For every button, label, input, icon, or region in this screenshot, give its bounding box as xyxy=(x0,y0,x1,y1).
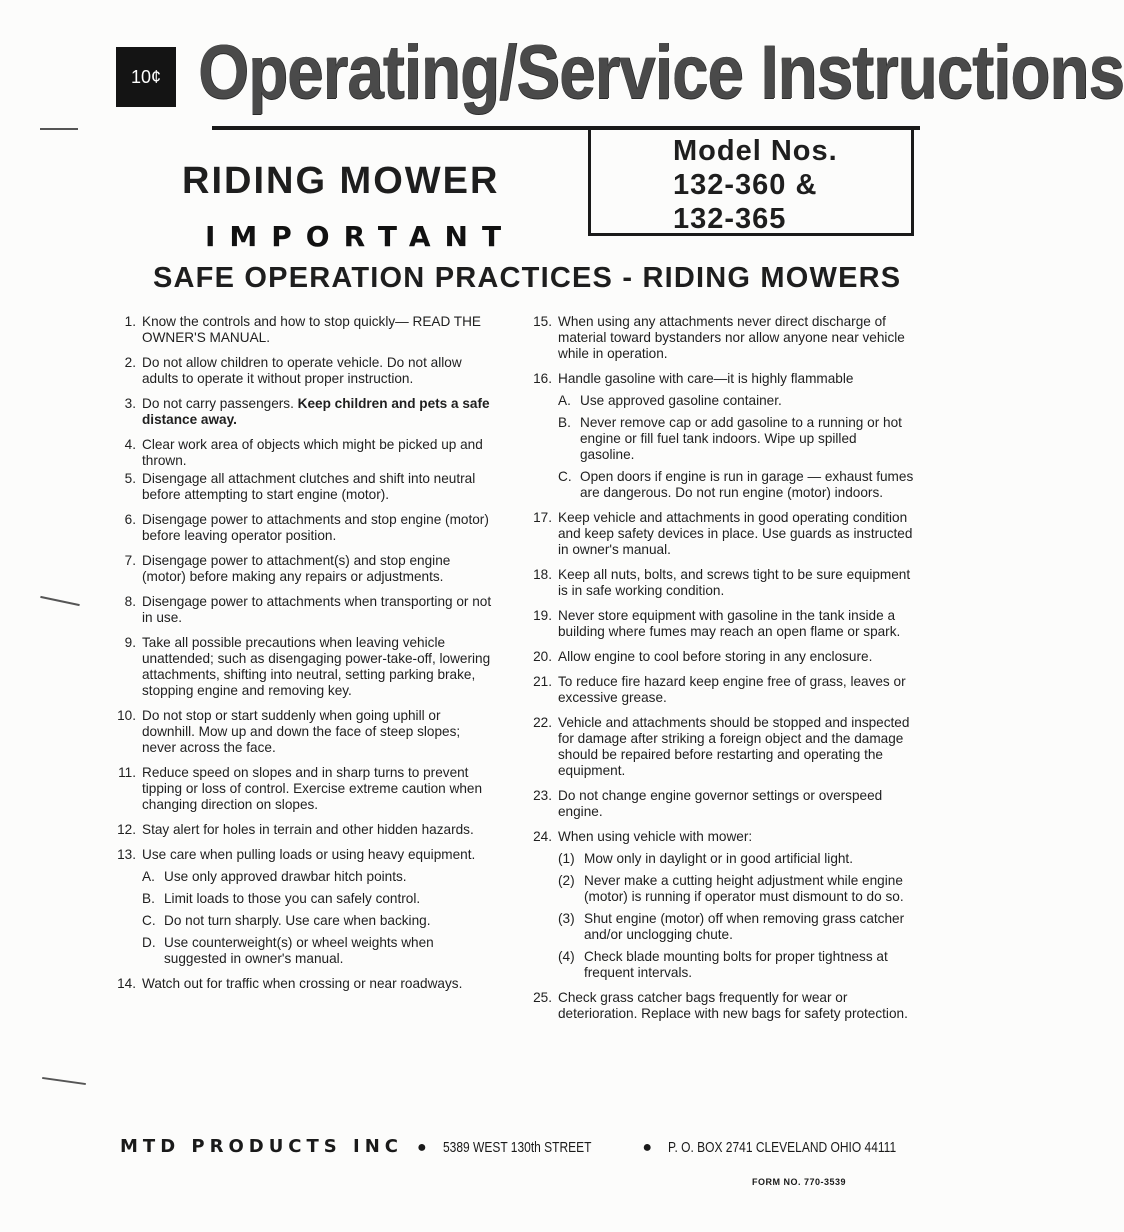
item-text: Stay alert for holes in terrain and other hidden hazards. xyxy=(142,822,474,837)
po-box-address: P. O. BOX 2741 CLEVELAND OHIO 44111 xyxy=(668,1139,897,1156)
sub-text: Check blade mounting bolts for proper tightness at frequent intervals. xyxy=(584,949,888,980)
item-number: 16. xyxy=(533,371,552,386)
list-item xyxy=(112,471,496,503)
item-text: Never store equipment with gasoline in the tank inside a building where fumes may reach an open flame or spark. xyxy=(558,608,901,639)
form-number: FORM NO. 770-3539 xyxy=(752,1177,847,1187)
list-item xyxy=(528,649,914,665)
list-item xyxy=(528,314,914,362)
item-number: 18. xyxy=(533,567,552,582)
item-number: 9. xyxy=(124,635,136,650)
item-text: Use care when pulling loads or using heavy equipment. xyxy=(142,847,476,862)
list-item xyxy=(528,608,914,640)
document-title: RIDING MOWER xyxy=(182,160,500,202)
item-number: 20. xyxy=(533,649,552,664)
item-text: Do not stop or start suddenly when going uphill or downhill. Mow up and down the face of steep slopes; never across the face. xyxy=(142,708,461,755)
important-heading: IMPORTANT xyxy=(205,220,516,253)
list-item xyxy=(528,371,914,501)
item-text: Keep all nuts, bolts, and screws tight to be sure equipment is in safe working condition. xyxy=(558,567,911,598)
list-item xyxy=(528,715,914,779)
item-number: 13. xyxy=(117,847,136,862)
right-column xyxy=(528,314,914,1031)
sub-text: Shut engine (motor) off when removing grass catcher and/or unclogging chute. xyxy=(584,911,905,942)
item-number: 6. xyxy=(124,512,136,527)
sub-letter: D. xyxy=(142,935,156,950)
item-number: 15. xyxy=(533,314,552,329)
item-number: 24. xyxy=(533,829,552,844)
item-text: Allow engine to cool before storing in any enclosure. xyxy=(558,649,873,664)
model-number-1: 132-360 & xyxy=(673,169,818,201)
item-number: 5. xyxy=(124,471,136,486)
item-number: 1. xyxy=(124,314,136,329)
sub-text: Use only approved drawbar hitch points. xyxy=(164,869,407,884)
sub-letter: (2) xyxy=(558,873,575,888)
scan-mark xyxy=(40,596,80,606)
sub-item xyxy=(142,891,496,907)
sub-letter: C. xyxy=(142,913,156,928)
sub-text: Limit loads to those you can safely control. xyxy=(164,891,421,906)
item-text: Disengage power to attachment(s) and stop engine (motor) before making any repairs or adjustments. xyxy=(142,553,451,584)
item-number: 19. xyxy=(533,608,552,623)
sub-item xyxy=(558,415,914,463)
item-text: To reduce fire hazard keep engine free of grass, leaves or excessive grease. xyxy=(558,674,906,705)
list-item xyxy=(528,510,914,558)
list-item xyxy=(528,567,914,599)
scan-mark xyxy=(42,1077,86,1085)
sub-letter: (1) xyxy=(558,851,575,866)
sub-text: Never make a cutting height adjustment while engine (motor) is running if operator must dismount to do so. xyxy=(584,873,904,904)
item-text: Vehicle and attachments should be stopped and inspected for damage after striking a foreign object and the damage should be repaired before restarting and operating the equipment. xyxy=(558,715,910,778)
item-text: Do not change engine governor settings or overspeed engine. xyxy=(558,788,883,819)
sub-letter: (3) xyxy=(558,911,575,926)
model-number-2: 132-365 xyxy=(673,203,787,235)
sub-item xyxy=(558,393,914,409)
item-number: 14. xyxy=(117,976,136,991)
list-item xyxy=(112,847,496,967)
sub-text: Mow only in daylight or in good artificial light. xyxy=(584,851,853,866)
price-text: 10¢ xyxy=(130,66,162,87)
item-number: 21. xyxy=(533,674,552,689)
street-address: 5389 WEST 130th STREET xyxy=(442,1139,592,1156)
list-item xyxy=(112,635,496,699)
item-emphasis: Keep children and pets a safe distance away. xyxy=(142,396,490,427)
list-item xyxy=(112,594,496,626)
item-text: Reduce speed on slopes and in sharp turns to prevent tipping or loss of control. Exercise extreme caution when changing direction on slopes. xyxy=(142,765,483,812)
banner-title: Operating/Service Instructions xyxy=(198,30,1124,115)
sub-item xyxy=(558,949,914,981)
sub-item xyxy=(558,911,914,943)
sub-letter: (4) xyxy=(558,949,575,964)
item-number: 23. xyxy=(533,788,552,803)
sub-letter: A. xyxy=(558,393,571,408)
list-item xyxy=(112,822,496,838)
item-text: When using any attachments never direct discharge of material toward bystanders nor allow anyone near vehicle while in operation. xyxy=(558,314,905,361)
scan-mark xyxy=(40,128,78,130)
company-name: MTD PRODUCTS INC xyxy=(120,1136,404,1157)
list-item xyxy=(112,976,496,992)
item-number: 22. xyxy=(533,715,552,730)
item-number: 12. xyxy=(117,822,136,837)
list-item xyxy=(528,788,914,820)
item-text: Disengage power to attachments when transporting or not in use. xyxy=(142,594,492,625)
sub-item xyxy=(558,873,914,905)
item-text: Watch out for traffic when crossing or near roadways. xyxy=(142,976,463,991)
sub-text: Do not turn sharply. Use care when backing. xyxy=(164,913,431,928)
sub-item xyxy=(142,869,496,885)
list-item xyxy=(112,708,496,756)
item-number: 10. xyxy=(117,708,136,723)
sub-text: Open doors if engine is run in garage — exhaust fumes are dangerous. Do not run engine (motor) indoors. xyxy=(580,469,914,500)
item-text: Handle gasoline with care—it is highly flammable xyxy=(558,371,854,386)
item-number: 4. xyxy=(124,437,136,452)
item-text: Keep vehicle and attachments in good operating condition and keep safety devices in place. Use guards as instructed in owner's manual. xyxy=(558,510,913,557)
item-text: Take all possible precautions when leaving vehicle unattended; such as disengaging power-take-off, lowering attachments, shifting into neutral, setting parking brake, stopping engine and removing key. xyxy=(142,635,491,698)
sub-letter: C. xyxy=(558,469,572,484)
price-badge xyxy=(116,47,176,107)
sub-item xyxy=(142,935,496,967)
item-text: Do not carry passengers. xyxy=(142,396,294,411)
sub-letter: B. xyxy=(558,415,571,430)
item-number: 25. xyxy=(533,990,552,1005)
sub-text: Use approved gasoline container. xyxy=(580,393,782,408)
item-number: 11. xyxy=(118,765,136,780)
sub-letter: B. xyxy=(142,891,155,906)
left-column xyxy=(112,314,496,1001)
item-text: Clear work area of objects which might be picked up and thrown. xyxy=(142,437,483,468)
list-item xyxy=(528,674,914,706)
list-item xyxy=(528,990,914,1022)
item-text: When using vehicle with mower: xyxy=(558,829,753,844)
item-number: 3. xyxy=(124,396,136,411)
list-item xyxy=(528,829,914,981)
item-text: Check grass catcher bags frequently for wear or deterioration. Replace with new bags for safety protection. xyxy=(558,990,908,1021)
sub-item xyxy=(558,851,914,867)
sub-item xyxy=(142,913,496,929)
sub-item xyxy=(558,469,914,501)
bullet-icon: ● xyxy=(417,1139,427,1156)
section-subtitle: SAFE OPERATION PRACTICES - RIDING MOWERS xyxy=(153,262,902,294)
list-item xyxy=(112,553,496,585)
item-text: Disengage all attachment clutches and shift into neutral before attempting to start engine (motor). xyxy=(142,471,476,502)
bullet-icon: ● xyxy=(642,1139,652,1156)
list-item xyxy=(112,512,496,544)
item-text: Know the controls and how to stop quickly— READ THE OWNER'S MANUAL. xyxy=(142,314,481,345)
item-text: Disengage power to attachments and stop engine (motor) before leaving operator position. xyxy=(142,512,489,543)
list-item xyxy=(112,765,496,813)
sub-text: Never remove cap or add gasoline to a running or hot engine or fill fuel tank indoors. Wipe up spilled gasoline. xyxy=(580,415,902,462)
model-box xyxy=(588,128,914,236)
item-number: 7. xyxy=(124,553,136,568)
sub-letter: A. xyxy=(142,869,155,884)
list-item xyxy=(112,355,496,387)
list-item xyxy=(112,396,496,428)
item-number: 17. xyxy=(533,510,552,525)
item-number: 2. xyxy=(124,355,136,370)
model-label: Model Nos. xyxy=(673,135,838,167)
list-item xyxy=(112,437,496,469)
footer xyxy=(120,1136,920,1157)
list-item xyxy=(112,314,496,346)
item-text: Do not allow children to operate vehicle. Do not allow adults to operate it without proper instruction. xyxy=(142,355,462,386)
sub-text: Use counterweight(s) or wheel weights when suggested in owner's manual. xyxy=(164,935,434,966)
item-number: 8. xyxy=(124,594,136,609)
